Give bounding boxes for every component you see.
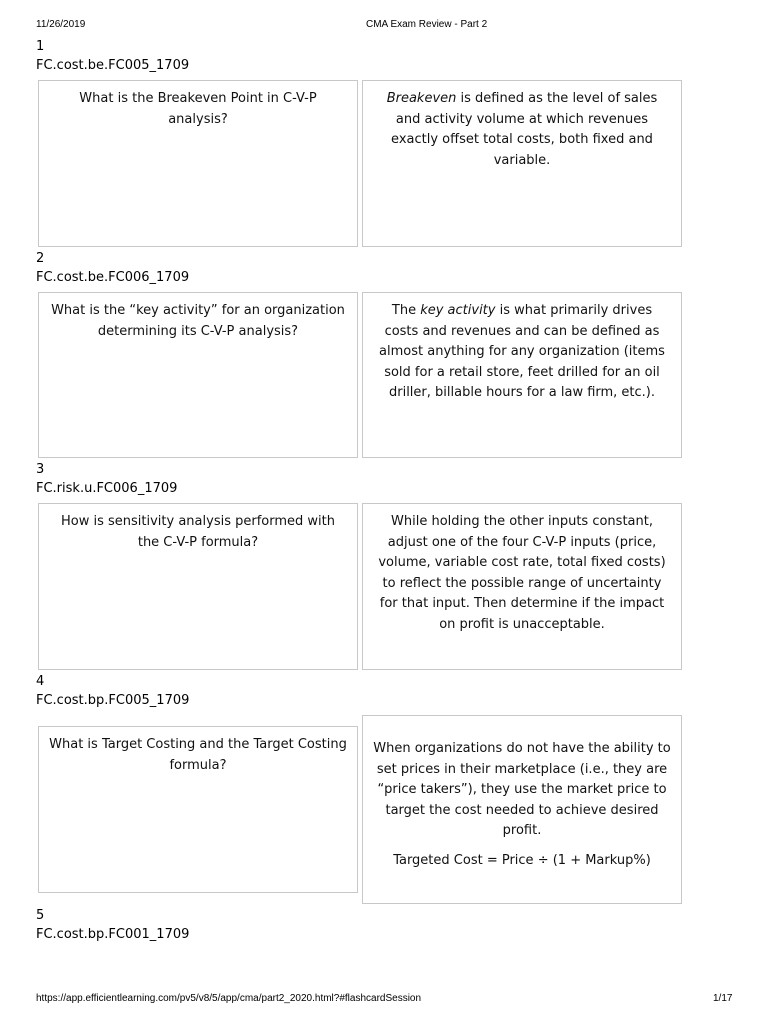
question-text: How is sensitivity analysis performed with the C-V-P formula? <box>61 514 335 550</box>
answer-body: is what primarily drives costs and revenues and can be defined as almost anything for any organization (items sold for a retail store, feet drilled for an oil driller, billable hours for a law firm, etc.). <box>379 303 665 400</box>
question-text: What is the “key activity” for an organization determining its C-V-P analysis? <box>51 303 345 339</box>
answer-box <box>362 503 682 670</box>
card-code: FC.cost.be.FC005_1709 <box>36 58 190 73</box>
card-number: 5 <box>36 908 45 923</box>
card-number: 2 <box>36 251 45 266</box>
card-number: 1 <box>36 39 45 54</box>
card-code: FC.cost.bp.FC001_1709 <box>36 927 190 942</box>
print-date: 11/26/2019 <box>36 19 86 30</box>
answer-formula: Targeted Cost = Price ÷ (1 + Markup%) <box>393 852 651 868</box>
footer-url: https://app.efficientlearning.com/pv5/v8/5/app/cma/part2_2020.html?#flashcardSession <box>36 993 422 1004</box>
page-title: CMA Exam Review - Part 2 <box>366 19 488 30</box>
question-text: What is Target Costing and the Target Costing formula? <box>49 737 347 773</box>
answer-prefix: The <box>391 303 421 318</box>
question-box <box>38 503 358 670</box>
card-number: 4 <box>36 674 45 689</box>
answer-term: Breakeven <box>386 91 457 106</box>
card-code: FC.cost.bp.FC005_1709 <box>36 693 190 708</box>
answer-box <box>362 292 682 458</box>
card-code: FC.cost.be.FC006_1709 <box>36 270 190 285</box>
answer-box <box>362 80 682 247</box>
answer-text: When organizations do not have the ability to set prices in their marketplace (i.e., they are “price takers”), they use the market price to target the cost needed to achieve desired profit. <box>373 741 671 838</box>
question-box <box>38 726 358 893</box>
answer-box <box>362 715 682 904</box>
answer-term: key activity <box>420 303 496 318</box>
page-number: 1/17 <box>713 993 733 1004</box>
card-number: 3 <box>36 462 45 477</box>
question-box <box>38 80 358 247</box>
answer-text: While holding the other inputs constant, adjust one of the four C-V-P inputs (price, volume, variable cost rate, total fixed costs) to reflect the possible range of uncertainty for that input. Then determine if the impact on profit is unacceptable. <box>378 514 666 632</box>
answer-body: is defined as the level of sales and activity volume at which revenues exactly offset total costs, both fixed and variable. <box>391 91 658 168</box>
answer-text <box>373 89 671 171</box>
question-box <box>38 292 358 458</box>
question-text: What is the Breakeven Point in C-V-P analysis? <box>79 91 317 127</box>
card-code: FC.risk.u.FC006_1709 <box>36 481 178 496</box>
answer-text <box>373 301 671 404</box>
